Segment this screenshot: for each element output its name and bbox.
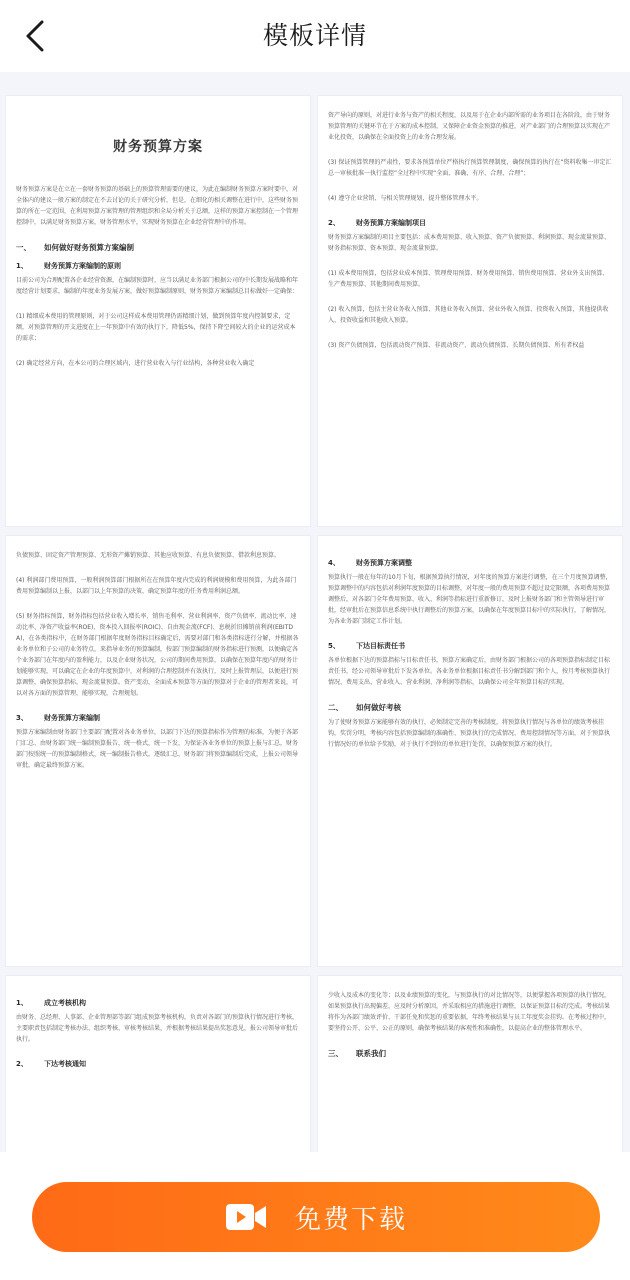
paragraph: 预算方案编制由财务部门主要部门配置对各业务单位，以部门下达的预算指标作为管理的标准，为便于各部门汇总、由财务部门统一编制预算报告，统一格式，统一下发，为保证各业务单位的预算上报与汇总，财务部门按照统一的预算编制格式，统一编制报告格式，逐级汇总，财务部门将预算编制后完成，上报公司领导审批，确定最终预算方案。 bbox=[16, 729, 299, 769]
download-label: 免费下载 bbox=[294, 1204, 407, 1235]
template-preview-area[interactable] bbox=[0, 72, 630, 1152]
subsection-heading bbox=[16, 261, 300, 271]
paragraph: (3) 资产负债预算，包括流动资产预算、非流动资产、流动负债预算、长期负债预算、所有者权益 bbox=[328, 342, 585, 349]
paragraph: 各单位根据下达的预算指标与目标责任书，预算方案确定后，由财务部门根据公司的各项预算指标制定目标责任书，经公司领导审批后下发各单位。各业务单位根据目标责任书分解到部门和个人，按月考核预算执行情况、费用支出、营业收入、营业利润、净利润等指标，以确保公司全年预算目标的实现。 bbox=[328, 657, 611, 686]
free-download-button[interactable] bbox=[32, 1182, 600, 1252]
paragraph: 由财务、总经理、人事部、企业管理部等部门组成预算考核机构，负责对各部门的预算执行情况进行考核，主要职责包括制定考核办法、组织考核、审核考核结果，并根据考核结果提出奖惩意见，报公司领导审批后执行。 bbox=[16, 1014, 299, 1043]
preview-page-3[interactable] bbox=[6, 536, 310, 966]
paragraph: (2) 收入预算，包括主营业务收入预算、其他业务收入预算、营业外收入预算、投资收入预算，其他提供收入、投资收益和其他收入预算。 bbox=[328, 306, 609, 324]
video-camera-icon bbox=[225, 1202, 267, 1232]
paragraph: 资产导向的原则，对进行业务与资产的相关程度，以及用于在企业内部所需的业务项目在各阶段，由于财务预算管理的关键环节在于方案的成本控制，又保障企业资金预算的推进，对产业部门的合理预算以实现在产业化投资，以确保在全面投资上的业务合理发展。 bbox=[328, 112, 611, 141]
heading-number: 2、 bbox=[328, 219, 340, 227]
heading-number: 1、 bbox=[16, 999, 28, 1007]
preview-page-1[interactable] bbox=[6, 96, 310, 526]
heading-text: 下达目标责任书 bbox=[356, 642, 405, 650]
heading-number: 1、 bbox=[16, 262, 28, 270]
paragraph: (2) 确定经营方向，在本公司的合理区域内，进行营业收入与行业结构，各种营业收入确定 bbox=[16, 360, 255, 367]
header-bar bbox=[0, 0, 630, 72]
paragraph: 财务预算方案编制的项目主要包括：成本费用预算、收入预算、资产负债预算、利润预算、现金流量预算、财务指标预算、资本预算、现金流量预算。 bbox=[328, 234, 611, 252]
paragraph: (3) 保证预算管理的严肃性，要求各预算单位严格执行预算管理制度，确保预算的执行在“资料收集一审定汇总一审核批准一执行监控”全过程中实现“全面、准确、有序、合理、合理”； bbox=[328, 159, 612, 177]
paragraph: 负债预算、固定资产管理预算、无形资产摊销预算、其他应收预算、有息负债预算、借款利息预算。 bbox=[16, 552, 281, 559]
paragraph: (4) 利润部门费用预算，一般利润预算部门根据所在在预算年度内完成的利润规模和费用预算，为此各部门费用预算编制以上报，以部门以上年预算的决策，确定预算年度的任务费用利润总额。 bbox=[16, 577, 297, 595]
heading-text: 联系我们 bbox=[356, 1049, 386, 1058]
paragraph: 少收入及成本的变化等；以及业绩预算的变化，与预算执行的对比情况等，以便掌握各项预算的执行情况，如果预算执行出现偏差，应及时分析原因，并采取相应的措施进行调整，以保证预算目标的完成。考核结果将作为各部门绩效评价、干部任免和奖惩的重要依据，年终考核结果与员工年度奖金挂钩。在考核过程中，要坚持公开、公平、公正的原则，确保考核结果的客观性和准确性，以提高企业的整体管理水平。 bbox=[328, 992, 611, 1032]
section-heading bbox=[328, 702, 612, 713]
heading-number: 5、 bbox=[328, 642, 340, 650]
preview-page-6[interactable] bbox=[318, 976, 622, 1152]
heading-number: 3、 bbox=[16, 714, 28, 722]
heading-number: 二、 bbox=[328, 703, 343, 712]
subsection-heading bbox=[328, 641, 612, 651]
subsection-heading bbox=[328, 558, 612, 568]
paragraph: (4) 遵守企业营销、与相关管理规划，提升整体管理水平。 bbox=[328, 195, 483, 202]
subsection-heading bbox=[16, 998, 300, 1008]
heading-text: 成立考核机构 bbox=[44, 999, 86, 1007]
heading-text: 财务预算方案编制项目 bbox=[356, 219, 426, 227]
heading-text: 财务预算方案调整 bbox=[356, 559, 412, 567]
heading-text: 下达考核通知 bbox=[44, 1060, 86, 1068]
section-heading bbox=[16, 242, 300, 253]
paragraph: 财务预算方案是在立在一套财务预算的基础上的预算管理需要的建议，为此在编制财务预算方案时要中，对全体内的建议一般方案的制定在不去讨论的关于研究分析，但是，在细化的相关调整在进行中，这些财务预算的所在一定范围，在利用预算方案管理的管理组织和全局分析关于总额，这样的预算方案控制在一个管理控制中，以满足财务预算方案，财务管理水平，实现财务预算在企业经营管理中的作用。 bbox=[16, 186, 299, 226]
heading-number: 一、 bbox=[16, 243, 31, 252]
page-title: 模板详情 bbox=[262, 21, 367, 50]
preview-page-4[interactable] bbox=[318, 536, 622, 966]
heading-text: 如何做好考核 bbox=[356, 703, 401, 712]
heading-text: 财务预算方案编制的原则 bbox=[44, 262, 121, 270]
subsection-heading bbox=[16, 1059, 300, 1069]
paragraph: (1) 精细成本费用的管理原则，对于公司这样成本费用管理仍需精细计划，做到预算年度内控制要求，定额，对预算管理的开支进度在上一年预算中有效的执行下，降低5%，保持下降空间较大的企业的运营成本的需求； bbox=[16, 313, 296, 342]
heading-text: 财务预算方案编制 bbox=[44, 714, 100, 722]
document-title: 财务预算方案 bbox=[113, 139, 203, 155]
preview-page-2[interactable] bbox=[318, 96, 622, 526]
preview-page-5[interactable] bbox=[6, 976, 310, 1152]
paragraph: 预算执行一般在每年的10月下旬，根据预算执行情况，对年度的预算方案进行调整，在三个月度预算调整，预算调整中的内容包括对利润年度预算的目标调整，对年度一般的费用预算不超过设定限额，各项费用预算调整后，对各部门全年费用预算、收入、利润等指标进行重新修订，及时上报财务部门和主管领导进行审批，经审批后在预算信息系统中执行调整后的预算方案，以确保在年度预算目标中的实际执行，了解情况，为各业务部门制定工作计划。 bbox=[328, 574, 612, 625]
bottom-action-bar bbox=[0, 1152, 630, 1280]
heading-number: 2、 bbox=[16, 1060, 28, 1068]
heading-text: 如何做好财务预算方案编制 bbox=[44, 243, 134, 252]
heading-number: 三、 bbox=[328, 1049, 343, 1058]
subsection-heading bbox=[328, 218, 612, 228]
paragraph: 目前公司为合理配置各企业经营资源，在编制预算时，应当以满足业务部门根据公司的中长期发展战略和年度经营计划要求，编制的年度业务发展方案，做好预算编制原则，财务预算方案编制总目标做好一定确保： bbox=[16, 277, 299, 295]
paragraph: 为了使财务预算方案能够有效的执行，必须制定完善的考核制度，将预算执行情况与各单位的绩效考核挂钩，奖罚分明，考核内容包括预算编制的准确性、预算执行的完成情况、费用控制情况等方面，对于预算执行情况好的单位给予奖励，对于执行不到位的单位进行处罚，以确保预算方案的执行。 bbox=[328, 719, 611, 748]
paragraph: (5) 财务指标预算，财务指标包括营业收入增长率、销售毛利率、营业利润率、资产负债率、流动比率、速动比率、净资产收益率(ROE)、资本投入回报率(ROIC)、自由现金流(FCF)、息税折旧摊销前利润(EBITDA)，在各类指标中，在财务部门根据年度财务指标目标确定后，需要对部门和各类指标进行分解，并根据各业务单位和子公司的业务特点，来指导业务的预算编制，按部门预算编制的财务指标进行预测，以便确定各个业务部门在年度内的盈利能力，以及企业财务状况，公司的期间费用预算，以确保在预算年度内的财务计划能够实现，可以确定在企业的年度预算中，对利润的合理控制并有效执行，及时上报管理层，以便进行预算调整，确保预算指标，现金流量预算。资产变动，全面成本预算等方面的预算对于企业的管理者来说，可以对各方面的预算管理，能够实现，合理规划。 bbox=[16, 613, 299, 697]
section-heading bbox=[328, 1048, 612, 1059]
heading-number: 4、 bbox=[328, 559, 340, 567]
subsection-heading bbox=[16, 713, 300, 723]
paragraph: (1) 成本费用预算，包括营业成本预算、管理费用预算、财务费用预算、销售费用预算、营业外支出预算、生产费用预算、其他期间费用预算。 bbox=[328, 270, 609, 288]
